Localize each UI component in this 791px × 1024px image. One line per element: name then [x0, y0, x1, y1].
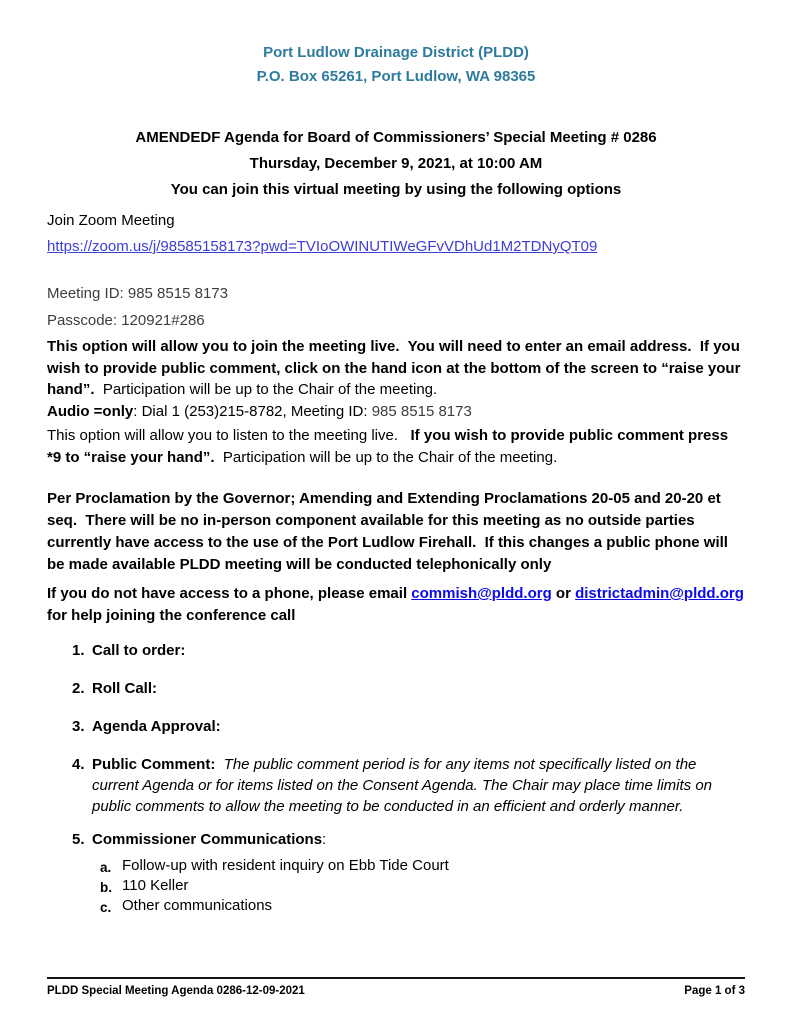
audio-only-label: Audio =only: [47, 402, 134, 420]
join-option-bold-text: This option will allow you to join the meeting live. You will need to enter an email address. If you wish to provide public comment, click on the hand icon at the bottom of the screen to “raise your hand”.: [47, 338, 745, 398]
agenda-item-commissioner-communications: [47, 829, 745, 850]
agenda-item-roll-call: [47, 678, 745, 699]
title-line-2: Thursday, December 9, 2021, at 10:00 AM: [249, 155, 543, 172]
sub-item-letter: a.: [100, 860, 112, 875]
join-option-regular-text: Participation will be up to the Chair of the meeting.: [94, 381, 438, 398]
agenda-item-number: 3.: [72, 718, 85, 735]
title-line-3: You can join this virtual meeting by using the following options: [170, 181, 622, 198]
sub-item-text: Follow-up with resident inquiry on Ebb Tide Court: [122, 857, 449, 874]
org-address: P.O. Box 65261, Port Ludlow, WA 98365: [256, 68, 536, 85]
audio-dial-text: : Dial 1 (253)215-8782, Meeting ID:: [133, 402, 372, 420]
email-help-paragraph: [47, 583, 749, 627]
org-name: Port Ludlow Drainage District (PLDD): [263, 44, 529, 61]
agenda-item-number: 2.: [72, 680, 85, 697]
agenda-item-call-to-order: [47, 640, 745, 661]
email-post-text: for help joining the conference call: [47, 585, 749, 624]
agenda-item-number: 4.: [72, 756, 85, 773]
districtadmin-email-link[interactable]: districtadmin@pldd.org: [575, 585, 744, 602]
audio-only-line: [47, 401, 745, 423]
listen-option-paragraph: [47, 425, 745, 468]
agenda-item-label: Commissioner Communications: [92, 831, 323, 848]
sub-item-letter: c.: [100, 900, 112, 915]
sub-item-ebb-tide: [47, 857, 745, 877]
footer-doc-title: PLDD Special Meeting Agenda 0286-12-09-2021: [47, 985, 305, 997]
sub-item-letter: b.: [100, 880, 112, 895]
agenda-item-label: Call to order:: [92, 642, 186, 659]
sub-item-110-keller: [47, 877, 745, 897]
listen-bold-text: If you wish to provide public comment press *9 to “raise your hand”.: [47, 427, 733, 466]
agenda-list: [47, 640, 745, 917]
commish-email-link[interactable]: commish@pldd.org: [411, 585, 552, 602]
agenda-item-colon: :: [322, 831, 327, 848]
agenda-item-agenda-approval: [47, 716, 745, 737]
meeting-id-line: Meeting ID: 985 8515 8173: [47, 285, 228, 302]
agenda-item-number: 5.: [72, 831, 85, 848]
email-mid-text: or: [551, 585, 576, 602]
passcode-line: Passcode: 120921#286: [47, 312, 205, 329]
org-header: [47, 41, 745, 89]
zoom-meeting-link[interactable]: https://zoom.us/j/98585158173?pwd=TVIoOWINUTIWeGFvVDhUd1M2TDNyQT09: [47, 238, 598, 255]
agenda-item-label: Agenda Approval:: [92, 718, 221, 735]
join-url-line: [47, 237, 745, 257]
sub-item-other-communications: [47, 897, 745, 917]
footer-page-number: Page 1 of 3: [684, 985, 745, 997]
communications-sublist: [47, 857, 745, 917]
join-zoom-label: Join Zoom Meeting: [47, 212, 175, 229]
sub-item-text: 110 Keller: [122, 877, 189, 894]
document-content: [47, 0, 749, 917]
agenda-item-text: [92, 754, 745, 817]
agenda-item-label: Public Comment:: [92, 756, 216, 773]
agenda-item-number: 1.: [72, 642, 85, 659]
sub-item-text: Other communications: [122, 897, 273, 914]
agenda-item-label: Roll Call:: [92, 680, 158, 697]
listen-regular-text-1: This option will allow you to listen to the meeting live.: [47, 427, 411, 444]
agenda-item-description: The public comment period is for any items not specifically listed on the current Agenda or for items listed on the Consent Agenda. The Chair may place time limits on public comments to allow the meeting to be conducted in an efficient and orderly manner.: [92, 756, 717, 815]
join-option-paragraph: [47, 336, 745, 401]
listen-regular-text-2: Participation will be up to the Chair of the meeting.: [214, 448, 558, 466]
meeting-title-block: [47, 125, 745, 203]
title-line-1: AMENDEDF Agenda for Board of Commissioners’ Special Meeting # 0286: [135, 129, 657, 146]
email-pre-text: If you do not have access to a phone, please email: [47, 585, 412, 602]
page-footer: [47, 977, 745, 997]
proclamation-paragraph: Per Proclamation by the Governor; Amending and Extending Proclamations 20-05 and 20-20 et seq. There will be no in-person component available for this meeting as no outside parties currently have access to the use of the Port Ludlow Firehall. If this changes a public phone will be made available PLDD meeting will be conducted telephonically only: [47, 490, 733, 573]
agenda-item-public-comment: [47, 754, 745, 817]
agenda-item-text: [92, 829, 745, 850]
audio-meeting-id: 985 8515 8173: [371, 402, 472, 420]
